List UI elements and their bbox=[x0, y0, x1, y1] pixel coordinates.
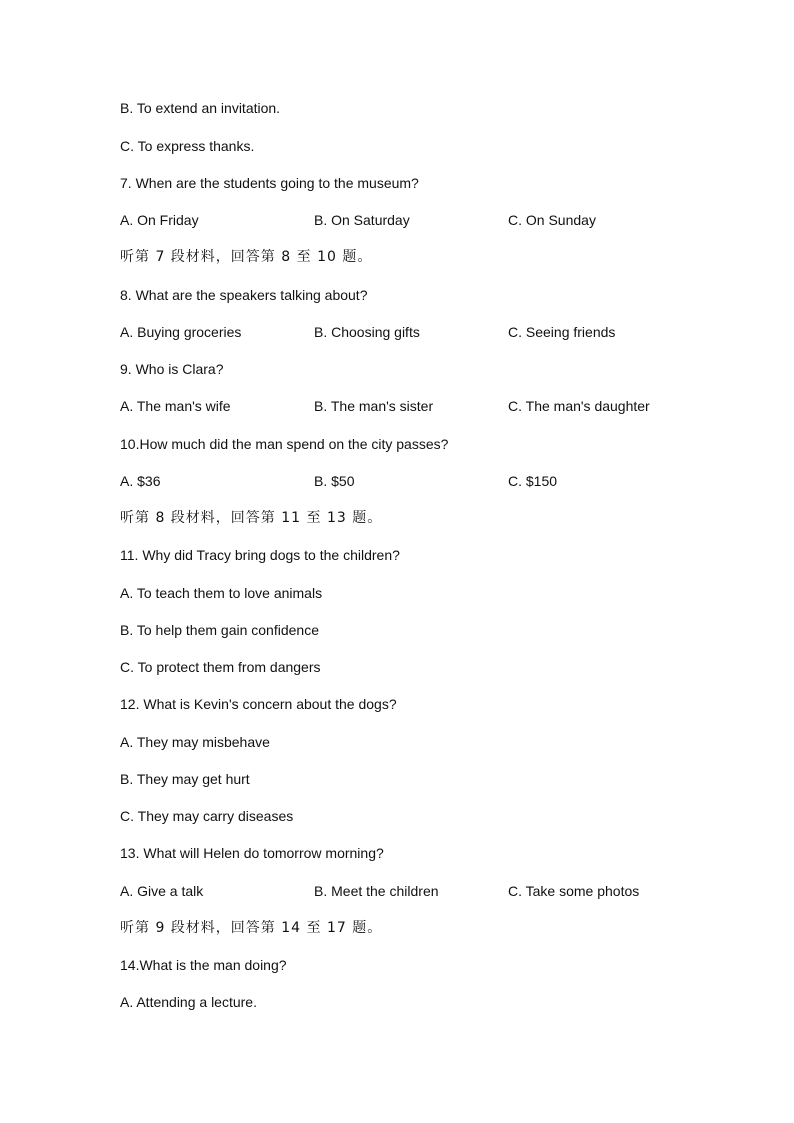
question-7: 7. When are the students going to the museum? bbox=[120, 175, 419, 191]
q10-option-b: B. $50 bbox=[314, 473, 355, 489]
question-7-options bbox=[120, 211, 680, 229]
q8-option-c: C. Seeing friends bbox=[508, 324, 616, 340]
option-c-thanks: C. To express thanks. bbox=[120, 138, 255, 154]
q14-option-a: A. Attending a lecture. bbox=[120, 994, 257, 1010]
section-8-instruction: 听第 8 段材料，回答第 11 至 13 题。 bbox=[120, 510, 383, 526]
q10-option-c: C. $150 bbox=[508, 473, 558, 489]
q11-option-b: B. To help them gain confidence bbox=[120, 622, 319, 638]
section-7-instruction: 听第 7 段材料，回答第 8 至 10 题。 bbox=[120, 249, 373, 265]
q13-option-b: B. Meet the children bbox=[314, 883, 439, 899]
question-9: 9. Who is Clara? bbox=[120, 361, 224, 377]
question-13: 13. What will Helen do tomorrow morning? bbox=[120, 845, 384, 861]
q7-option-b: B. On Saturday bbox=[314, 212, 410, 228]
q8-option-b: B. Choosing gifts bbox=[314, 324, 420, 340]
question-11: 11. Why did Tracy bring dogs to the children? bbox=[120, 547, 400, 563]
q13-option-c: C. Take some photos bbox=[508, 883, 640, 899]
question-8-options bbox=[120, 323, 680, 341]
q9-option-c: C. The man's daughter bbox=[508, 398, 650, 414]
q9-option-a: A. The man's wife bbox=[120, 398, 231, 414]
q7-option-c: C. On Sunday bbox=[508, 212, 596, 228]
q11-option-c: C. To protect them from dangers bbox=[120, 659, 321, 675]
q8-option-a: A. Buying groceries bbox=[120, 324, 242, 340]
q12-option-b: B. They may get hurt bbox=[120, 771, 250, 787]
q7-option-a: A. On Friday bbox=[120, 212, 199, 228]
question-14: 14.What is the man doing? bbox=[120, 957, 287, 973]
q13-option-a: A. Give a talk bbox=[120, 883, 204, 899]
question-8: 8. What are the speakers talking about? bbox=[120, 287, 368, 303]
question-13-options bbox=[120, 882, 680, 900]
question-10-options bbox=[120, 472, 680, 490]
question-9-options bbox=[120, 397, 680, 415]
question-12: 12. What is Kevin's concern about the dogs? bbox=[120, 696, 397, 712]
q9-option-b: B. The man's sister bbox=[314, 398, 434, 414]
section-9-instruction: 听第 9 段材料，回答第 14 至 17 题。 bbox=[120, 920, 383, 936]
q12-option-c: C. They may carry diseases bbox=[120, 808, 294, 824]
question-10: 10.How much did the man spend on the city passes? bbox=[120, 436, 449, 452]
q11-option-a: A. To teach them to love animals bbox=[120, 585, 323, 601]
option-b-invitation: B. To extend an invitation. bbox=[120, 100, 281, 116]
q12-option-a: A. They may misbehave bbox=[120, 734, 270, 750]
q10-option-a: A. $36 bbox=[120, 473, 161, 489]
